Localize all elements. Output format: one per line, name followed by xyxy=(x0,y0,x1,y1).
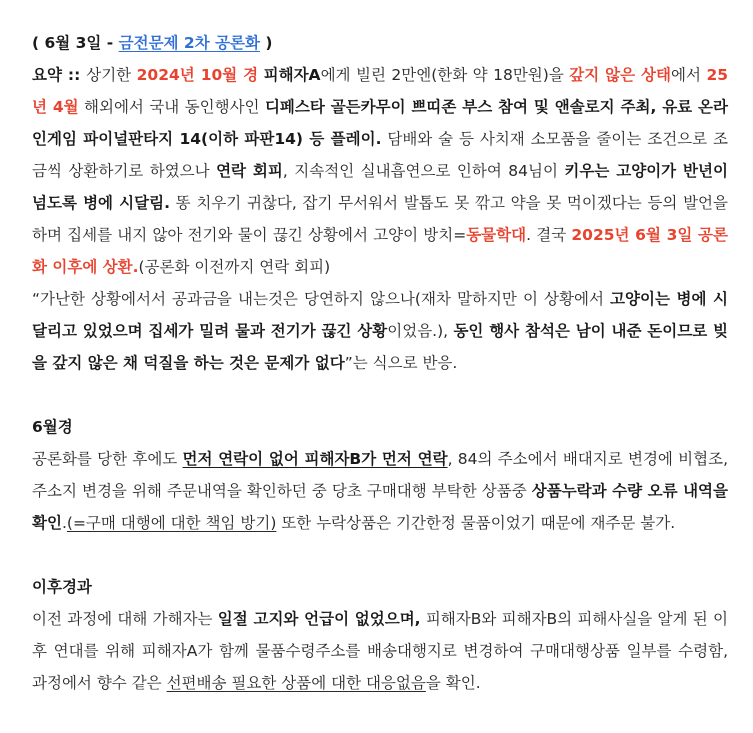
after-paragraph xyxy=(32,603,728,699)
quote-bold: 동인 행사 참석은 남이 내준 돈이므로 빚을 갚지 않은 채 덕질을 하는 것은 문제가 없다 xyxy=(32,322,728,372)
document-body xyxy=(32,27,728,699)
after-text: 이전 과정에 대해 가해자는 xyxy=(32,610,218,628)
summary-highlight: 동물학대 xyxy=(466,226,527,244)
summary-paragraph xyxy=(32,59,728,283)
section-heading-june: 6월경 xyxy=(32,418,73,436)
summary-text: . 결국 xyxy=(526,226,572,244)
title-open: ( 6월 3일 - xyxy=(32,34,119,52)
summary-text: 똥 치우기 귀찮다, 잡기 무서워서 발톱도 못 깎고 약을 못 먹이겠다는 등의 발언을 하며 집세를 내지 않아 전기와 물이 끊긴 상황에서 고양이 방치= xyxy=(32,194,729,244)
summary-text: 해외에서 국내 동인행사인 xyxy=(78,98,265,116)
june-bold: 상품누락과 수량 오류 내역을 확인 xyxy=(32,482,728,532)
summary-label: 요약 :: xyxy=(32,66,87,84)
summary-text: 담배와 술 등 사치재 소모품을 줄이는 조건으로 조금씩 상환하기로 하였으나 xyxy=(32,130,728,180)
quote-text: ”는 식으로 반응. xyxy=(344,354,458,372)
quote-text: 이었음.), xyxy=(387,322,454,340)
summary-bold: 디페스타 골든카무이 쁘띠존 부스 참여 및 앤솔로지 주최, 유료 온라인게임 파이널판타지 14(이하 파판14) 등 플레이. xyxy=(32,98,728,148)
summary-text: , 지속적인 실내흡연으로 인하여 84님이 xyxy=(282,162,565,180)
june-bold-underline: 먼저 연락이 없어 피해자B가 먼저 연락 xyxy=(182,450,448,468)
title-close: ) xyxy=(260,34,273,52)
summary-bold: 피해자A xyxy=(263,66,321,84)
after-bold: 일절 고지와 언급이 없었으며, xyxy=(217,610,421,628)
june-underline: (=구매 대행에 대한 책임 방기) xyxy=(66,514,277,532)
section-heading-after: 이후경과 xyxy=(32,578,92,596)
summary-text: 에게 빌린 2만엔(한화 약 18만원)을 xyxy=(320,66,570,84)
summary-text: 에서 xyxy=(671,66,707,84)
title-link[interactable]: 금전문제 2차 공론화 xyxy=(118,34,260,52)
spacer xyxy=(32,539,728,571)
summary-highlight: 2024년 10월 경 xyxy=(136,66,259,84)
quote-paragraph xyxy=(32,283,728,379)
summary-highlight: 2025년 6월 3일 공론화 이후에 상환. xyxy=(32,226,728,276)
june-text: 공론화를 당한 후에도 xyxy=(32,450,183,468)
title-line xyxy=(32,27,728,59)
june-text: , 84의 주소에서 배대지로 변경에 비협조, 주소지 변경을 위해 주문내역을 확인하던 중 당초 구매대행 부탁한 상품중 xyxy=(32,450,728,500)
spacer xyxy=(32,379,728,411)
after-text: 을 확인. xyxy=(425,674,481,692)
june-paragraph xyxy=(32,443,728,539)
summary-text: (공론화 이전까지 연락 회피) xyxy=(138,258,331,276)
quote-bold: 고양이는 병에 시달리고 있었으며 집세가 밀려 물과 전기가 끊긴 상황 xyxy=(32,290,728,340)
after-underline: 선편배송 필요한 상품에 대한 대응없음 xyxy=(166,674,426,692)
summary-bold: 연락 회피 xyxy=(216,162,283,180)
summary-highlight: 갚지 않은 상태 xyxy=(569,66,672,84)
summary-highlight: 25년 4월 xyxy=(32,66,729,116)
summary-text: 상기한 xyxy=(86,66,137,84)
june-text: . xyxy=(61,514,67,532)
summary-bold: 키우는 고양이가 반년이 넘도록 병에 시달림. xyxy=(32,162,728,212)
quote-text: “가난한 상황에서서 공과금을 내는것은 당연하지 않으나(재차 말하지만 이 상황에서 xyxy=(32,290,611,308)
june-text: 또한 누락상품은 기간한정 물품이었기 때문에 재주문 불가. xyxy=(276,514,676,532)
after-text: 피해자B와 피해자B의 피해사실을 알게 된 이후 연대를 위해 피해자A가 함께 물품수령주소를 배송대행지로 변경하여 구매대행상품 일부를 수령함, 과정에서 향수 같은 xyxy=(32,610,728,692)
